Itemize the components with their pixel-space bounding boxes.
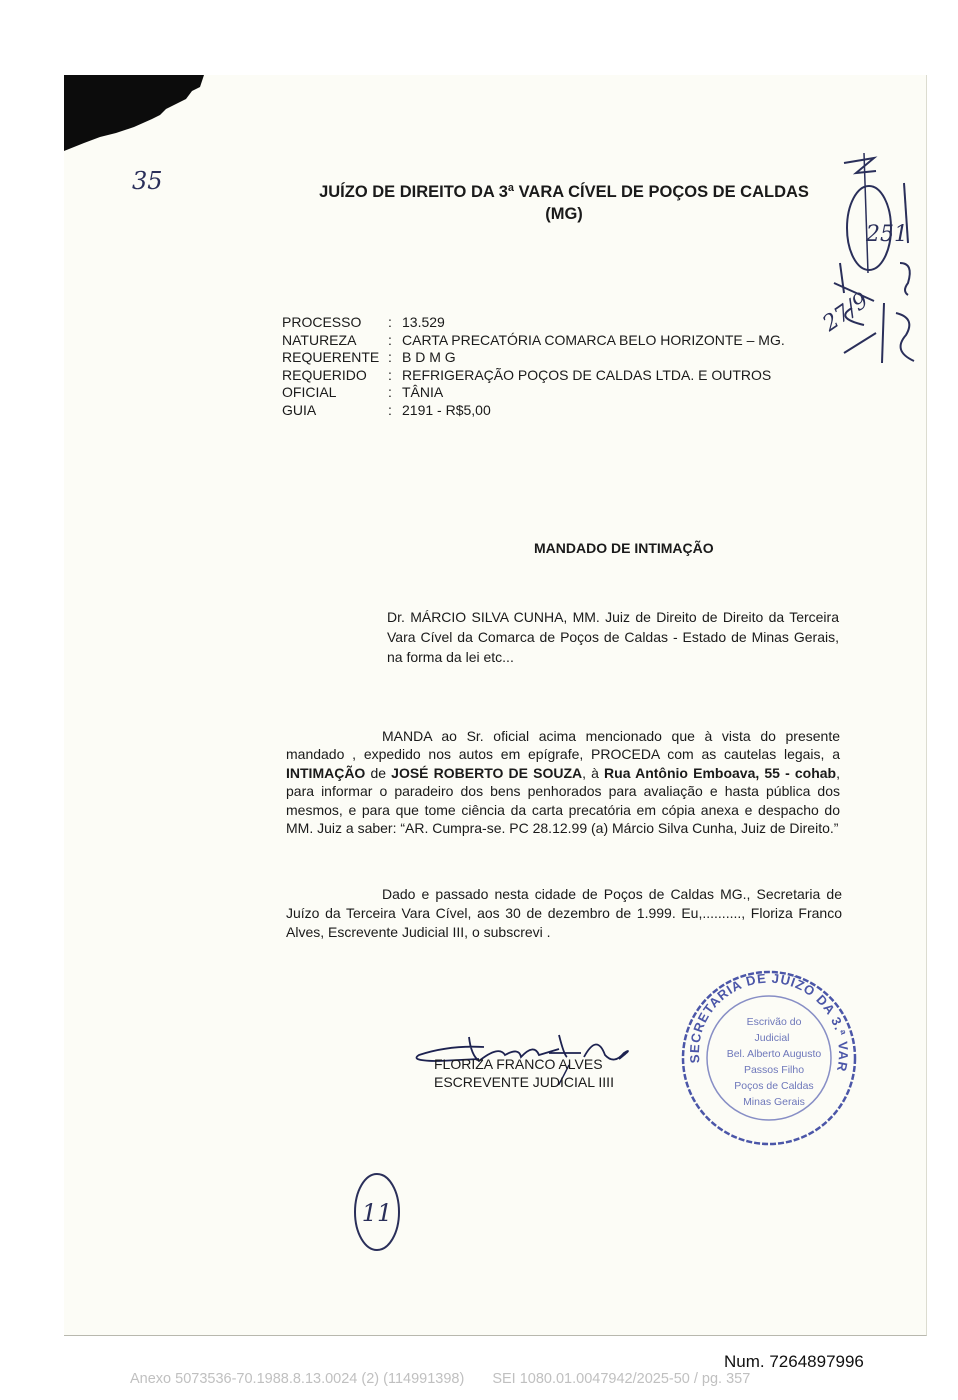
seal-line: Judicial xyxy=(754,1032,790,1044)
handwritten-number: 251 xyxy=(866,222,908,247)
bold-address: Rua Antônio Emboava, 55 - cohab xyxy=(604,764,837,781)
case-info-label: GUIA xyxy=(282,401,317,418)
annex-reference: Anexo 5073536-70.1988.8.13.0024 (2) (114991398) xyxy=(130,1371,465,1387)
handwritten-date: 27/9 xyxy=(818,288,874,337)
handwritten-marks-top-right xyxy=(804,113,924,378)
handwritten-page-number: 35 xyxy=(132,167,163,195)
body-paragraph: MANDA ao Sr. oficial acima mencionado que à vista do presente mandado , expedido nos autos em epígrafe, PROCEDA com as cautelas legais, a INTIMAÇÃO de JOSÉ ROBERTO DE SOUZA, à Rua Antônio Emboava, 55 - cohab, para informar o paradeiro dos bens penhorados para avaliação e hasta pública dos mesmos, e para que tome ciência da carta precatória em cópia anexa e despacho do MM. Juiz a saber: “AR. Cumpra-se. PC 28.12.99 (a) Márcio Silva Cunha, Juiz de Direito.” xyxy=(286,728,840,837)
case-info-value: 13.529 xyxy=(402,314,445,330)
case-info-label: PROCESSO xyxy=(282,314,362,330)
sei-reference: SEI 1080.01.0047942/2025-50 / pg. 357 xyxy=(492,1371,751,1387)
case-info-row: NATUREZA : CARTA PRECATÓRIA COMARCA BELO HORIZONTE – MG. xyxy=(282,331,785,348)
court-header-line1: JUÍZO DE DIREITO DA 3ª VARA CÍVEL DE POÇOS DE CALDAS xyxy=(319,183,809,201)
intro-paragraph: Dr. MÁRCIO SILVA CUNHA, MM. Juiz de Direito de Direito da Terceira Vara Cível da Comarca de Poços de Caldas - Estado de Minas Gerais, na forma da lei etc... xyxy=(387,609,839,665)
case-info-row: OFICIAL : TÂNIA xyxy=(282,384,444,401)
case-info-label: REQUERENTE xyxy=(282,349,380,366)
case-info-row: PROCESSO : 13.529 xyxy=(282,314,445,330)
closing-paragraph: Dado e passado nesta cidade de Poços de Caldas MG., Secretaria de Juízo da Terceira Vara Cível, aos 30 de dezembro de 1.999. Eu,.........., Floriza Franco Alves, Escrevente Judicial III, o subscrevi . xyxy=(286,886,842,940)
seal-line: Bel. Alberto Augusto xyxy=(726,1048,822,1060)
seal-line: Passos Filho xyxy=(743,1064,805,1076)
case-info-row: GUIA : 2191 - R$5,00 xyxy=(282,401,491,418)
case-info-label: OFICIAL xyxy=(282,384,337,401)
case-info-label: NATUREZA xyxy=(282,331,357,348)
signer-name: FLORIZA FRANCO ALVES xyxy=(434,1056,603,1072)
seal-line: Minas Gerais xyxy=(743,1096,805,1108)
case-info-row: REQUERENTE : B D M G xyxy=(282,349,456,366)
seal-line: Poços de Caldas xyxy=(734,1080,814,1092)
case-info-value: B D M G xyxy=(402,349,456,366)
signer-role: ESCREVENTE JUDICIAL IIII xyxy=(434,1074,614,1090)
case-info-block xyxy=(282,314,785,420)
case-info-value: 2191 - R$5,00 xyxy=(402,401,491,418)
document-number: Num. 7264897996 xyxy=(724,1352,864,1371)
court-header xyxy=(294,181,834,225)
scan-dark-corner xyxy=(64,75,204,155)
seal-graphic xyxy=(674,963,864,1153)
scanned-document-page xyxy=(64,75,927,1336)
handwritten-scribble xyxy=(804,113,924,373)
court-header-line2: (MG) xyxy=(545,205,583,223)
case-info-value: CARTA PRECATÓRIA COMARCA BELO HORIZONTE – MG. xyxy=(402,331,785,348)
bold-person-name: JOSÉ ROBERTO DE SOUZA xyxy=(391,764,583,781)
handwritten-circled-number xyxy=(349,1167,405,1257)
signature-block xyxy=(434,1055,614,1091)
court-seal-stamp xyxy=(674,963,864,1158)
seal-line: Escrivão do xyxy=(746,1016,802,1028)
case-info-value: REFRIGERAÇÃO POÇOS DE CALDAS LTDA. E OUTROS xyxy=(402,366,772,383)
mandate-title: MANDADO DE INTIMAÇÃO xyxy=(534,540,714,556)
case-info-row: REQUERIDO : REFRIGERAÇÃO POÇOS DE CALDAS LTDA. E OUTROS xyxy=(282,366,772,383)
bold-intimacao: INTIMAÇÃO xyxy=(286,764,366,781)
case-info-value: TÂNIA xyxy=(402,384,444,401)
case-info-label: REQUERIDO xyxy=(282,366,367,383)
seal-outer-text: SECRETARIA DE JUÍZO DA 3.ª VAR xyxy=(686,970,852,1074)
footer-reference-line xyxy=(130,1371,750,1387)
circled-number: 11 xyxy=(361,1199,393,1227)
